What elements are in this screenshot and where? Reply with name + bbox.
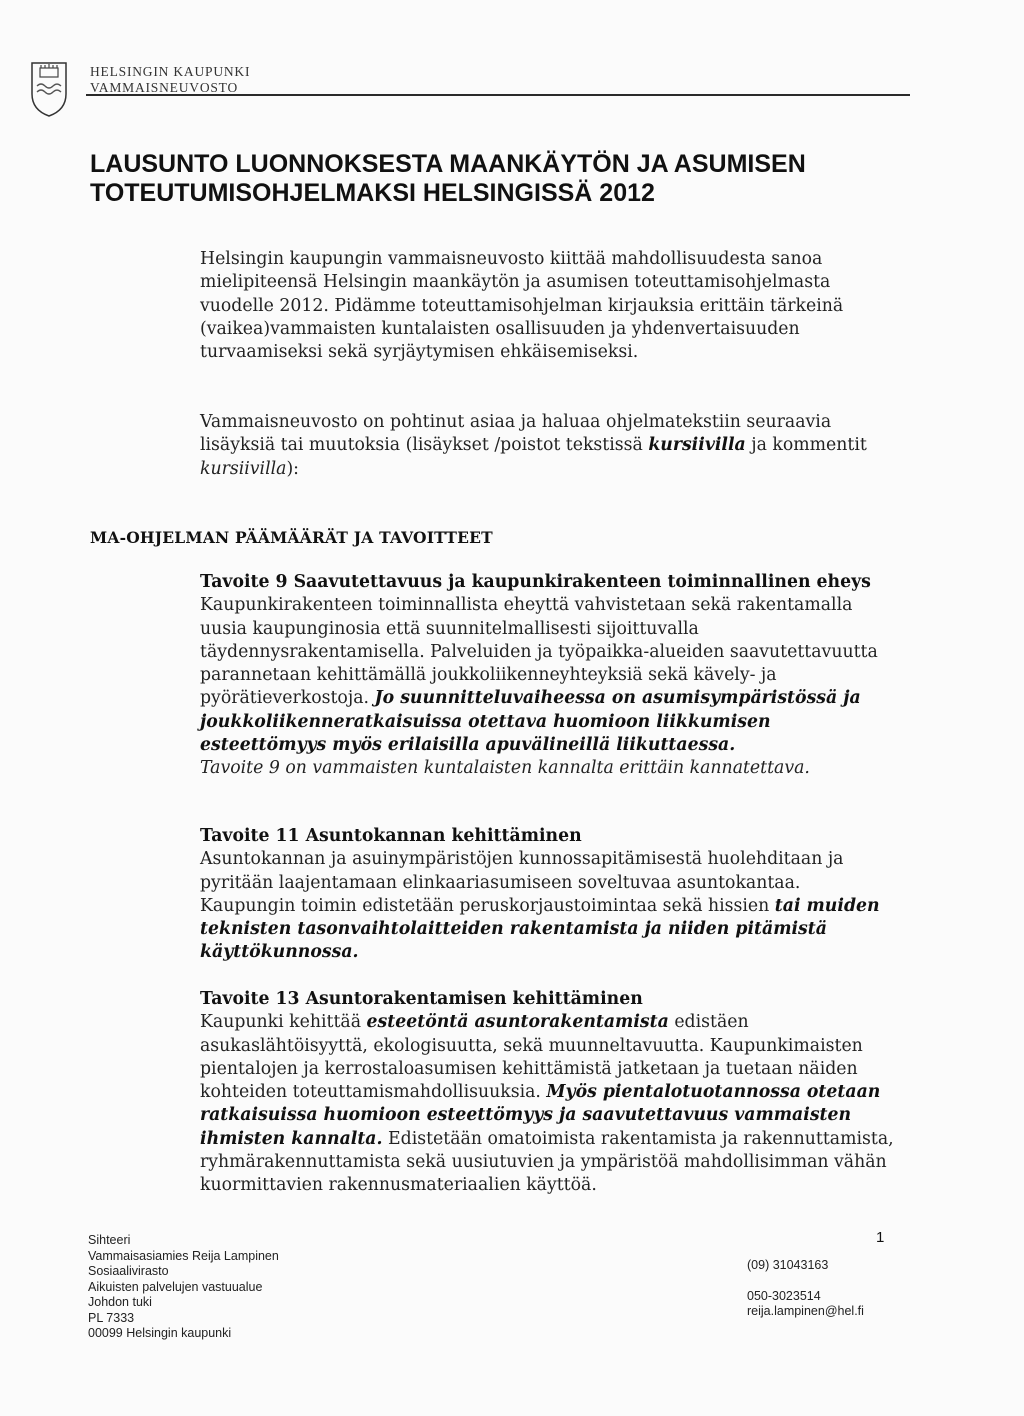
footer-line: Sihteeri (88, 1233, 131, 1247)
goal-11 (200, 825, 900, 965)
intro-paragraph-2: Vammaisneuvosto on pohtinut asiaa ja haluaa ohjelmatekstiin seuraavia lisäyksiä tai muutoksia (lisäykset /poistot tekstissä kursiivilla ja kommentit kursiivilla): (200, 412, 867, 479)
footer-line: PL 7333 (88, 1310, 135, 1325)
goal-9-text: Kaupunkirakenteen toiminnallista eheyttä vahvistetaan sekä rakentamalla uusia kaupunginosia että suunnitelmallisesti sijoittuvalla täydennysrakentamisella. Palveluiden ja työpaikka-alueiden saavutettavuutta parannetaan kehittämällä joukkoliikenneyhteyksiä sekä kävely- ja pyörätieverkostoja. (200, 595, 878, 709)
footer-line: Aikuisten palvelujen vastuualue (88, 1279, 263, 1294)
goal-13-heading: Tavoite 13 Asuntorakentamisen kehittäminen (200, 989, 643, 1009)
goal-13-addition-1: esteetöntä asuntorakentamista (366, 1012, 669, 1033)
phone-number: (09) 31043163 (747, 1258, 829, 1272)
goal-11-addition: tai muiden teknisten tasonvaihtolaitteiden rakentamista ja niiden pitämistä käyttökunnossa. (200, 895, 880, 963)
org-unit: VAMMAISNEUVOSTO (90, 80, 239, 95)
footer-phone-block (747, 1258, 907, 1320)
goal-9-addition: Jo suunnitteluvaiheessa on asumisympäristössä ja joukkoliikenneratkaisuissa otettava huomioon liikkumisen esteettömyys myös erilaisilla apuvälineillä liikuttaessa. (200, 688, 861, 756)
footer-line: Sosiaalivirasto (88, 1264, 169, 1278)
goal-9-heading: Tavoite 9 Saavutettavuus ja kaupunkirakenteen toiminnallinen eheys (200, 572, 871, 592)
footer-line: 00099 Helsingin kaupunki (88, 1326, 232, 1340)
bold-italic-example: kursiivilla (648, 435, 746, 456)
email-address: reija.lampinen@hel.fi (747, 1304, 864, 1318)
title-line-2: TOTEUTUMISOHJELMAKSI HELSINGISSÄ 2012 (90, 179, 655, 207)
goal-9-comment: Tavoite 9 on vammaisten kuntalaisten kannalta erittäin kannatettava. (200, 758, 810, 779)
section-heading: MA-OHJELMAN PÄÄMÄÄRÄT JA TAVOITTEET (90, 528, 493, 547)
footer-line: Vammaisasiamies Reija Lampinen (88, 1248, 279, 1263)
mobile-number: 050-3023514 (747, 1288, 821, 1303)
footer-contact-block (88, 1233, 418, 1342)
org-name: HELSINGIN KAUPUNKI (90, 64, 251, 79)
page-number: 1 (876, 1229, 885, 1246)
goal-11-heading: Tavoite 11 Asuntokannan kehittäminen (200, 826, 582, 846)
title-line-1: LAUSUNTO LUONNOKSESTA MAANKÄYTÖN JA ASUMISEN (90, 150, 806, 178)
italic-example: kursiivilla (200, 458, 287, 479)
goal-11-text: Asuntokannan ja asuinympäristöjen kunnossapitämisestä huolehditaan ja pyritään laajentamaan elinkaariasumiseen soveltuvaa asuntokantaa. Kaupungin toimin edistetään peruskorjaustoimintaa sekä hissien (200, 849, 844, 916)
goal-9 (200, 571, 900, 781)
header-rule (86, 94, 910, 96)
helsinki-crest-logo (29, 60, 69, 118)
intro-paragraph-1: Helsingin kaupungin vammaisneuvosto kiittää mahdollisuudesta sanoa mielipiteensä Helsingin maankäytön ja asumisen toteuttamisohjelmasta vuodelle 2012. Pidämme toteuttamisohjelman kirjauksia erittäin tärkeinä (vaikea)vammaisten kuntalaisten osallisuuden ja yhdenvertaisuuden turvaamiseksi sekä syrjäytymisen ehkäisemiseksi. (200, 249, 844, 363)
goal-13-addition-2: Myös pientalotuotannossa otetaan ratkaisuissa huomioon esteettömyys ja saavutettavuus vammaisten ihmisten kannalta. (200, 1082, 881, 1149)
footer-line: Johdon tuki (88, 1295, 152, 1309)
document-title (90, 150, 850, 208)
goal-13: Tavoite 13 Asuntorakentamisen kehittäminen Kaupunki kehittää esteetöntä asuntorakentamista edistäen asukaslähtöisyyttä, ekologisuutta, sekä muunneltavuutta. Kaupunkimaisten pientalojen ja kerrostaloasumisen kehittämistä jatketaan ja tuetaan näiden kohteiden toteuttamismahdollisuuksia. Myös pientalotuotannossa otetaan ratkaisuissa huomioon esteettömyys ja saavutettavuus vammaisten ihmisten kannalta. Edistetään omatoimista rakentamista ja rakennuttamista, ryhmärakennuttamista sekä uusiutuvien ja ympäristöä mahdollisimman vähän kuormittavien rakennusmateriaalien käyttöä. (200, 989, 894, 1196)
